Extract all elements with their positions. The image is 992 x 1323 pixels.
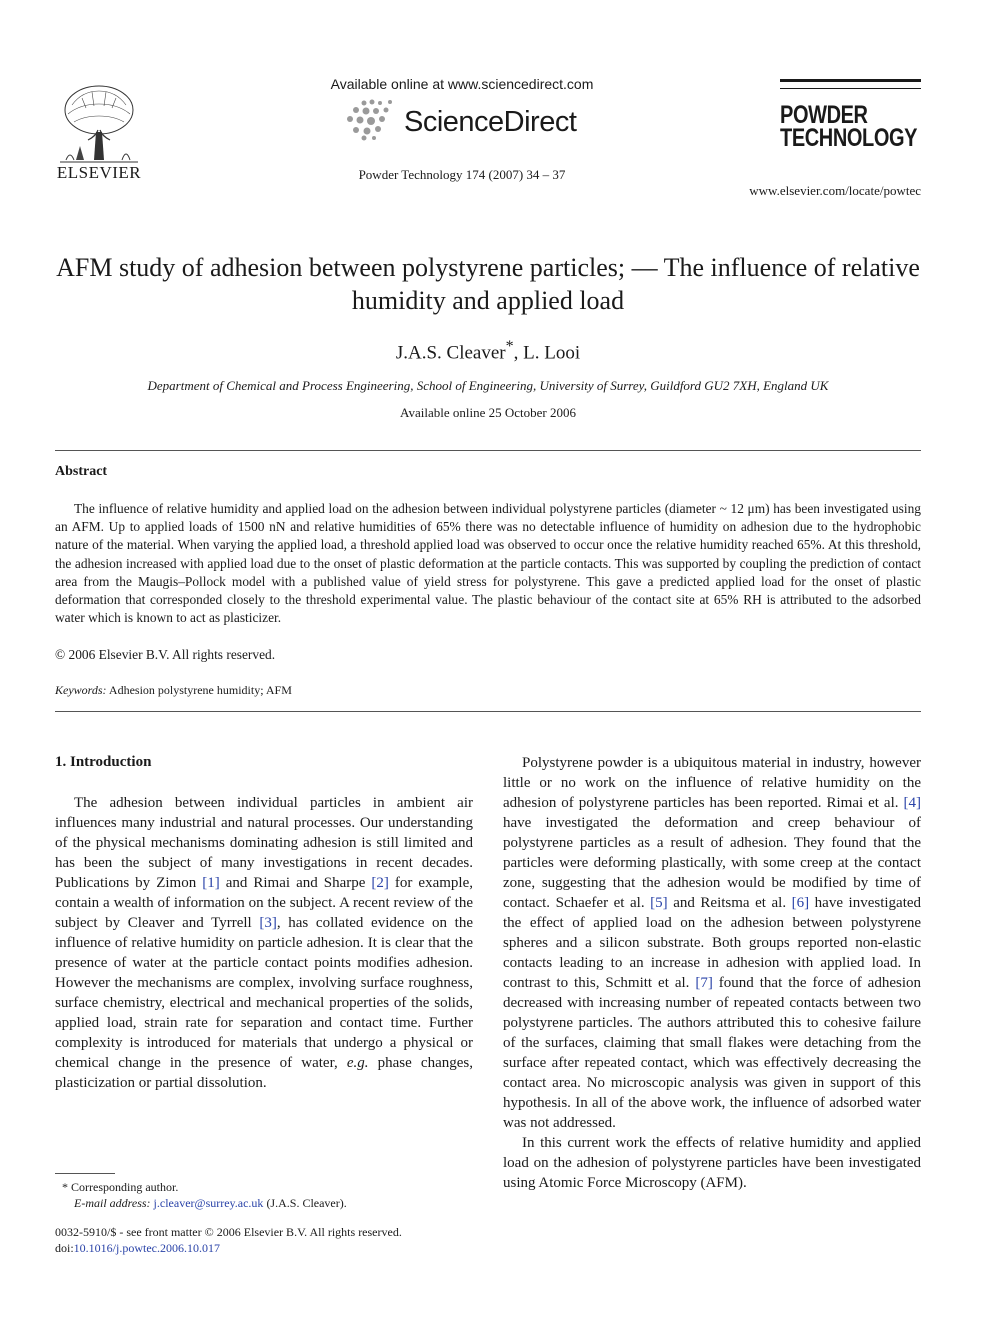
footnote-email xyxy=(74,1195,347,1211)
sciencedirect-logo-text: ScienceDirect xyxy=(404,106,577,138)
text-run: have investigated the effect of applied load on the adhesion between polystyrene spheres and a silicon substrate. Both groups reported non-elastic contacts leading to an increase in adhesion with applied load. In contrast to this, Schmitt et al. xyxy=(503,895,922,991)
footnote-text: Corresponding author. xyxy=(68,1180,179,1194)
section-heading-introduction: 1. Introduction xyxy=(55,754,152,770)
citation-5-link[interactable]: [5] xyxy=(650,895,668,911)
citation-1-link[interactable]: [1] xyxy=(202,875,220,891)
text-run: and Reitsma et al. xyxy=(667,895,792,911)
keywords-list: Adhesion polystyrene humidity; AFM xyxy=(106,683,292,697)
journal-logo-rule-thin xyxy=(780,88,921,89)
citation-6-link[interactable]: [6] xyxy=(791,895,810,911)
keywords-label: Keywords: xyxy=(55,683,107,697)
abstract-body: The influence of relative humidity and applied load on the adhesion between individual polystyrene particles (diameter ~ 12 μm) has been investigated using an AFM. Up to applied loads of 1500 nN and relative humidities of 65% there was no detectable influence of humidity on adhesion due to the hydrophobic nature of the material. When varying the applied load, a threshold applied load was observed to occur once the relative humidity reached 65%. At this threshold, the adhesion increased with applied load due to the onset of plastic deformation at the particle contacts. This was supported by coupling the prediction of contact area from the Maugis–Pollock model with a published value of yield stress for polystyrene. This gave a predicted applied load for the onset of plastic deformation that corresponded closely to the threshold experimental value. The plastic behaviour of the contact site at 65% RH is attributed to the adsorbed water which is known to act as plasticizer. xyxy=(55,501,921,626)
text-run: , has collated evidence on the influence of relative humidity on particle adhesion. It is clear that the presence of water at the particle contact points modifies adhesion. However the mechanisms are complex, involving surface roughness, surface chemistry, electrical and mechanical properties of the solids, applied load, strain rate for separation and contact time. Further complexity is introduced for materials that undergo a physical or chemical change in the presence of water, xyxy=(55,915,473,1071)
available-date: Available online 25 October 2006 xyxy=(400,405,576,420)
affiliation: Department of Chemical and Process Engineering, School of Engineering, University of Surrey, Guildford GU2 7XH, England UK xyxy=(147,378,829,393)
author-looi: , L. Looi xyxy=(513,342,581,364)
journal-logo-line2: TECHNOLOGY xyxy=(780,124,918,152)
intro-paragraph-1 xyxy=(55,793,473,1093)
citation-7-link[interactable]: [7] xyxy=(695,975,713,991)
available-online-banner[interactable]: Available online at www.sciencedirect.com xyxy=(330,76,594,92)
issn-line: 0032-5910/$ - see front matter © 2006 Elsevier B.V. All rights reserved. xyxy=(55,1225,402,1239)
abstract-top-divider xyxy=(55,450,921,451)
text-run: and Rimai and Sharpe xyxy=(219,875,372,891)
publisher-name: ELSEVIER xyxy=(56,163,142,182)
right-column xyxy=(503,753,921,1193)
email-label: E-mail address: xyxy=(74,1196,151,1210)
footnote-divider xyxy=(55,1173,115,1174)
keywords xyxy=(55,683,292,698)
author-cleaver: J.A.S. Cleaver xyxy=(395,342,506,364)
intro-paragraph-3: In this current work the effects of relative humidity and applied load on the adhesion of polystyrene particles have been investigated using Atomic Force Microscopy (AFM). xyxy=(503,1135,921,1191)
corresponding-author-mark[interactable]: * xyxy=(505,338,514,355)
journal-reference: Powder Technology 174 (2007) 34 – 37 xyxy=(358,167,566,182)
footnote-corresponding-author xyxy=(62,1179,178,1195)
left-column xyxy=(55,793,473,1093)
author-list xyxy=(55,338,921,364)
text-run: have investigated the deformation and creep behaviour of polystyrene particles as a result of adhesion. They found that the particles were deforming plastically, with some creep at the contact zone, suggesting that the adhesion would be modified by time of contact. Schaefer et al. xyxy=(503,815,921,911)
paper-title: AFM study of adhesion between polystyrene particles; — The influence of relative humidity and applied load xyxy=(56,253,920,315)
citation-3-link[interactable]: [3] xyxy=(259,915,277,931)
doi-line xyxy=(55,1240,220,1256)
citation-4-link[interactable]: [4] xyxy=(903,795,921,811)
email-link[interactable]: j.cleaver@surrey.ac.uk xyxy=(153,1196,264,1210)
abstract-bottom-divider xyxy=(55,711,921,712)
doi-label: doi: xyxy=(55,1241,74,1255)
text-run: Polystyrene powder is a ubiquitous material in industry, however little or no work on the influence of relative humidity on the adhesion of polystyrene particles has been reported. Rimai et al. xyxy=(503,755,921,811)
abstract-heading: Abstract xyxy=(55,464,108,479)
footnote-mark: * xyxy=(62,1180,68,1194)
text-run: for example, contain a wealth of information on the subject. A recent review of the subject by Cleaver and Tyrrell xyxy=(55,875,473,931)
citation-2-link[interactable]: [2] xyxy=(371,875,389,891)
journal-url-link[interactable]: www.elsevier.com/locate/powtec xyxy=(749,183,921,198)
journal-logo-line1: POWDER xyxy=(780,101,868,129)
journal-logo xyxy=(780,101,918,152)
doi-link[interactable]: 10.1016/j.powtec.2006.10.017 xyxy=(73,1241,220,1255)
journal-logo-rule xyxy=(780,79,921,82)
abstract-copyright: © 2006 Elsevier B.V. All rights reserved. xyxy=(55,647,276,662)
text-run: phase changes, plasticization or partial dissolution. xyxy=(55,1055,473,1091)
sciencedirect-dots-icon xyxy=(344,99,400,141)
email-owner: (J.A.S. Cleaver). xyxy=(263,1196,347,1210)
intro-paragraph-2 xyxy=(503,753,921,1133)
text-run: found that the force of adhesion decreased with increasing number of repeated contacts between two polystyrene particles. The authors attributed this to cohesive failure of the surfaces, claiming that small flakes were detaching from the surface after repeated contact, which was effectively decreasing the contact area. No microscopic analysis was given in support of this hypothesis. In all of the above work, the influence of adsorbed water was not addressed. xyxy=(503,975,921,1131)
text-run: The adhesion between individual particles in ambient air influences many industrial and natural processes. Our understanding of the physical mechanisms dominating adhesion is still limited and has been the subject of many investigations in recent decades. Publications by Zimon xyxy=(55,795,473,891)
text-run-italic: e.g. xyxy=(346,1055,369,1071)
